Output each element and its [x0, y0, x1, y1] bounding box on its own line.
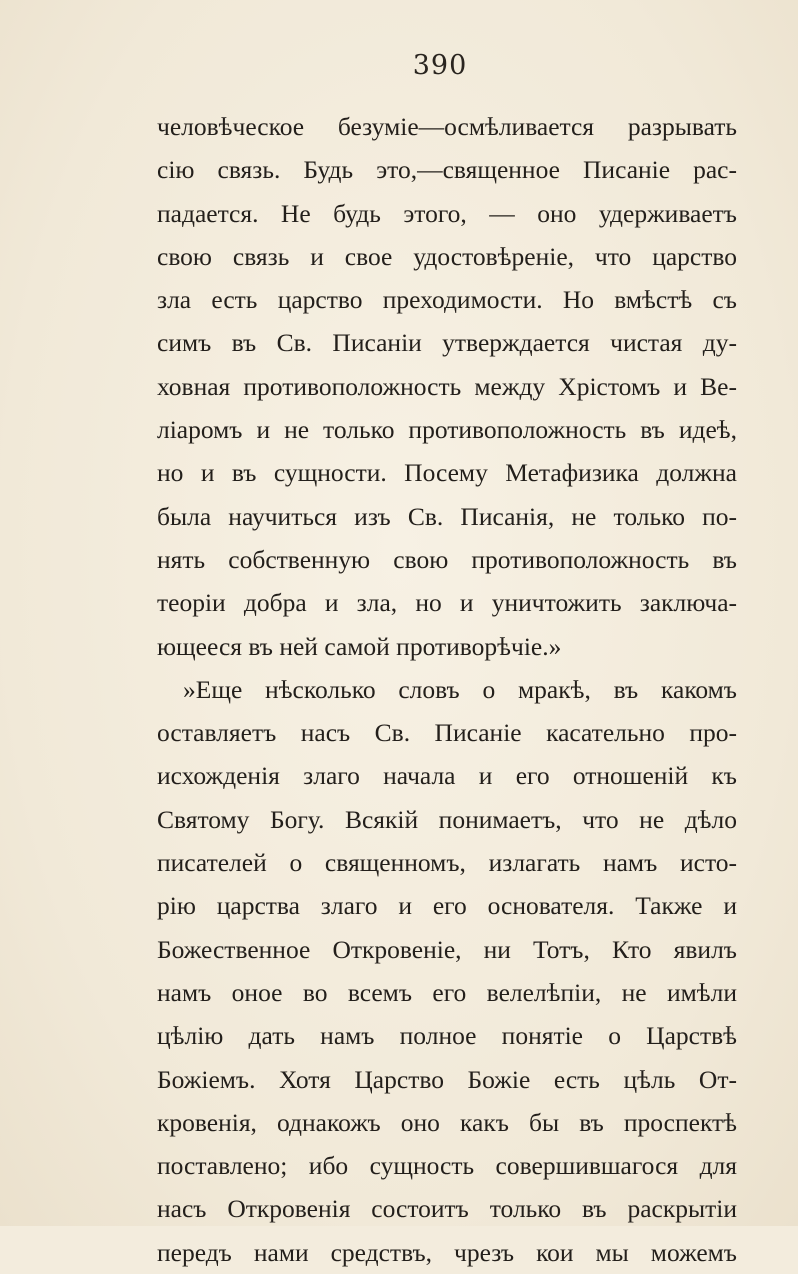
text-line: исхожденія злаго начала и его отношеній къ	[157, 761, 737, 791]
text-line: писателей о священномъ, излагать намъ исто-	[157, 848, 737, 878]
text-line: Божіемъ. Хотя Царство Божіе есть цѣль От-	[157, 1064, 737, 1094]
text-line: Святому Богу. Всякій понимаетъ, что не дѣло	[157, 804, 737, 834]
text-line: свою связь и свое удостовѣреніе, что царство	[157, 241, 737, 271]
text-line: цѣлію дать намъ полное понятіе о Царствѣ	[157, 1021, 737, 1051]
text-line: передъ нами средствъ, чрезъ кои мы можемъ	[157, 1237, 737, 1267]
text-line: насъ Откровенія состоитъ только въ раскрытіи	[157, 1194, 737, 1224]
text-line: падается. Не будь этого, — оно удерживаетъ	[157, 198, 737, 228]
paragraph-start-line: »Еще нѣсколько словъ о мракѣ, въ какомъ	[183, 674, 737, 704]
text-line: намъ оное во всемъ его велелѣпіи, не имѣли	[157, 977, 737, 1007]
text-line: была научиться изъ Св. Писанія, не только по-	[157, 501, 737, 531]
text-line: рію царства злаго и его основателя. Также и	[157, 891, 737, 921]
text-line: зла есть царство преходимости. Но вмѣстѣ съ	[157, 285, 737, 315]
text-line: сію связь. Будь это,—священное Писаніе рас-	[157, 155, 737, 185]
text-line: человѣческое безуміе—осмѣливается разрывать	[157, 112, 737, 141]
text-line: симъ въ Св. Писаніи утверждается чистая ду-	[157, 328, 737, 358]
text-line: ліаромъ и не только противоположность въ идеѣ,	[157, 415, 737, 445]
page-number: 390	[412, 50, 468, 81]
text-line: поставлено; ибо сущность совершившагося для	[157, 1151, 737, 1181]
text-line: нять собственную свою противоположность въ	[157, 544, 737, 574]
text-line: Божественное Откровеніе, ни Тотъ, Кто явилъ	[157, 934, 737, 964]
body-text	[157, 105, 737, 1274]
text-line: теоріи добра и зла, но и уничтожить заключа-	[157, 588, 737, 618]
text-line: кровенія, однакожъ оно какъ бы въ проспектѣ	[157, 1107, 737, 1137]
text-line: но и въ сущности. Посему Метафизика должна	[157, 458, 737, 488]
text-line: оставляетъ насъ Св. Писаніе касательно про-	[157, 718, 737, 748]
paragraph-end-line: ющееся въ ней самой противорѣчіе.»	[157, 631, 562, 661]
text-line: ховная противоположность между Хрістомъ и Ве-	[157, 371, 737, 401]
